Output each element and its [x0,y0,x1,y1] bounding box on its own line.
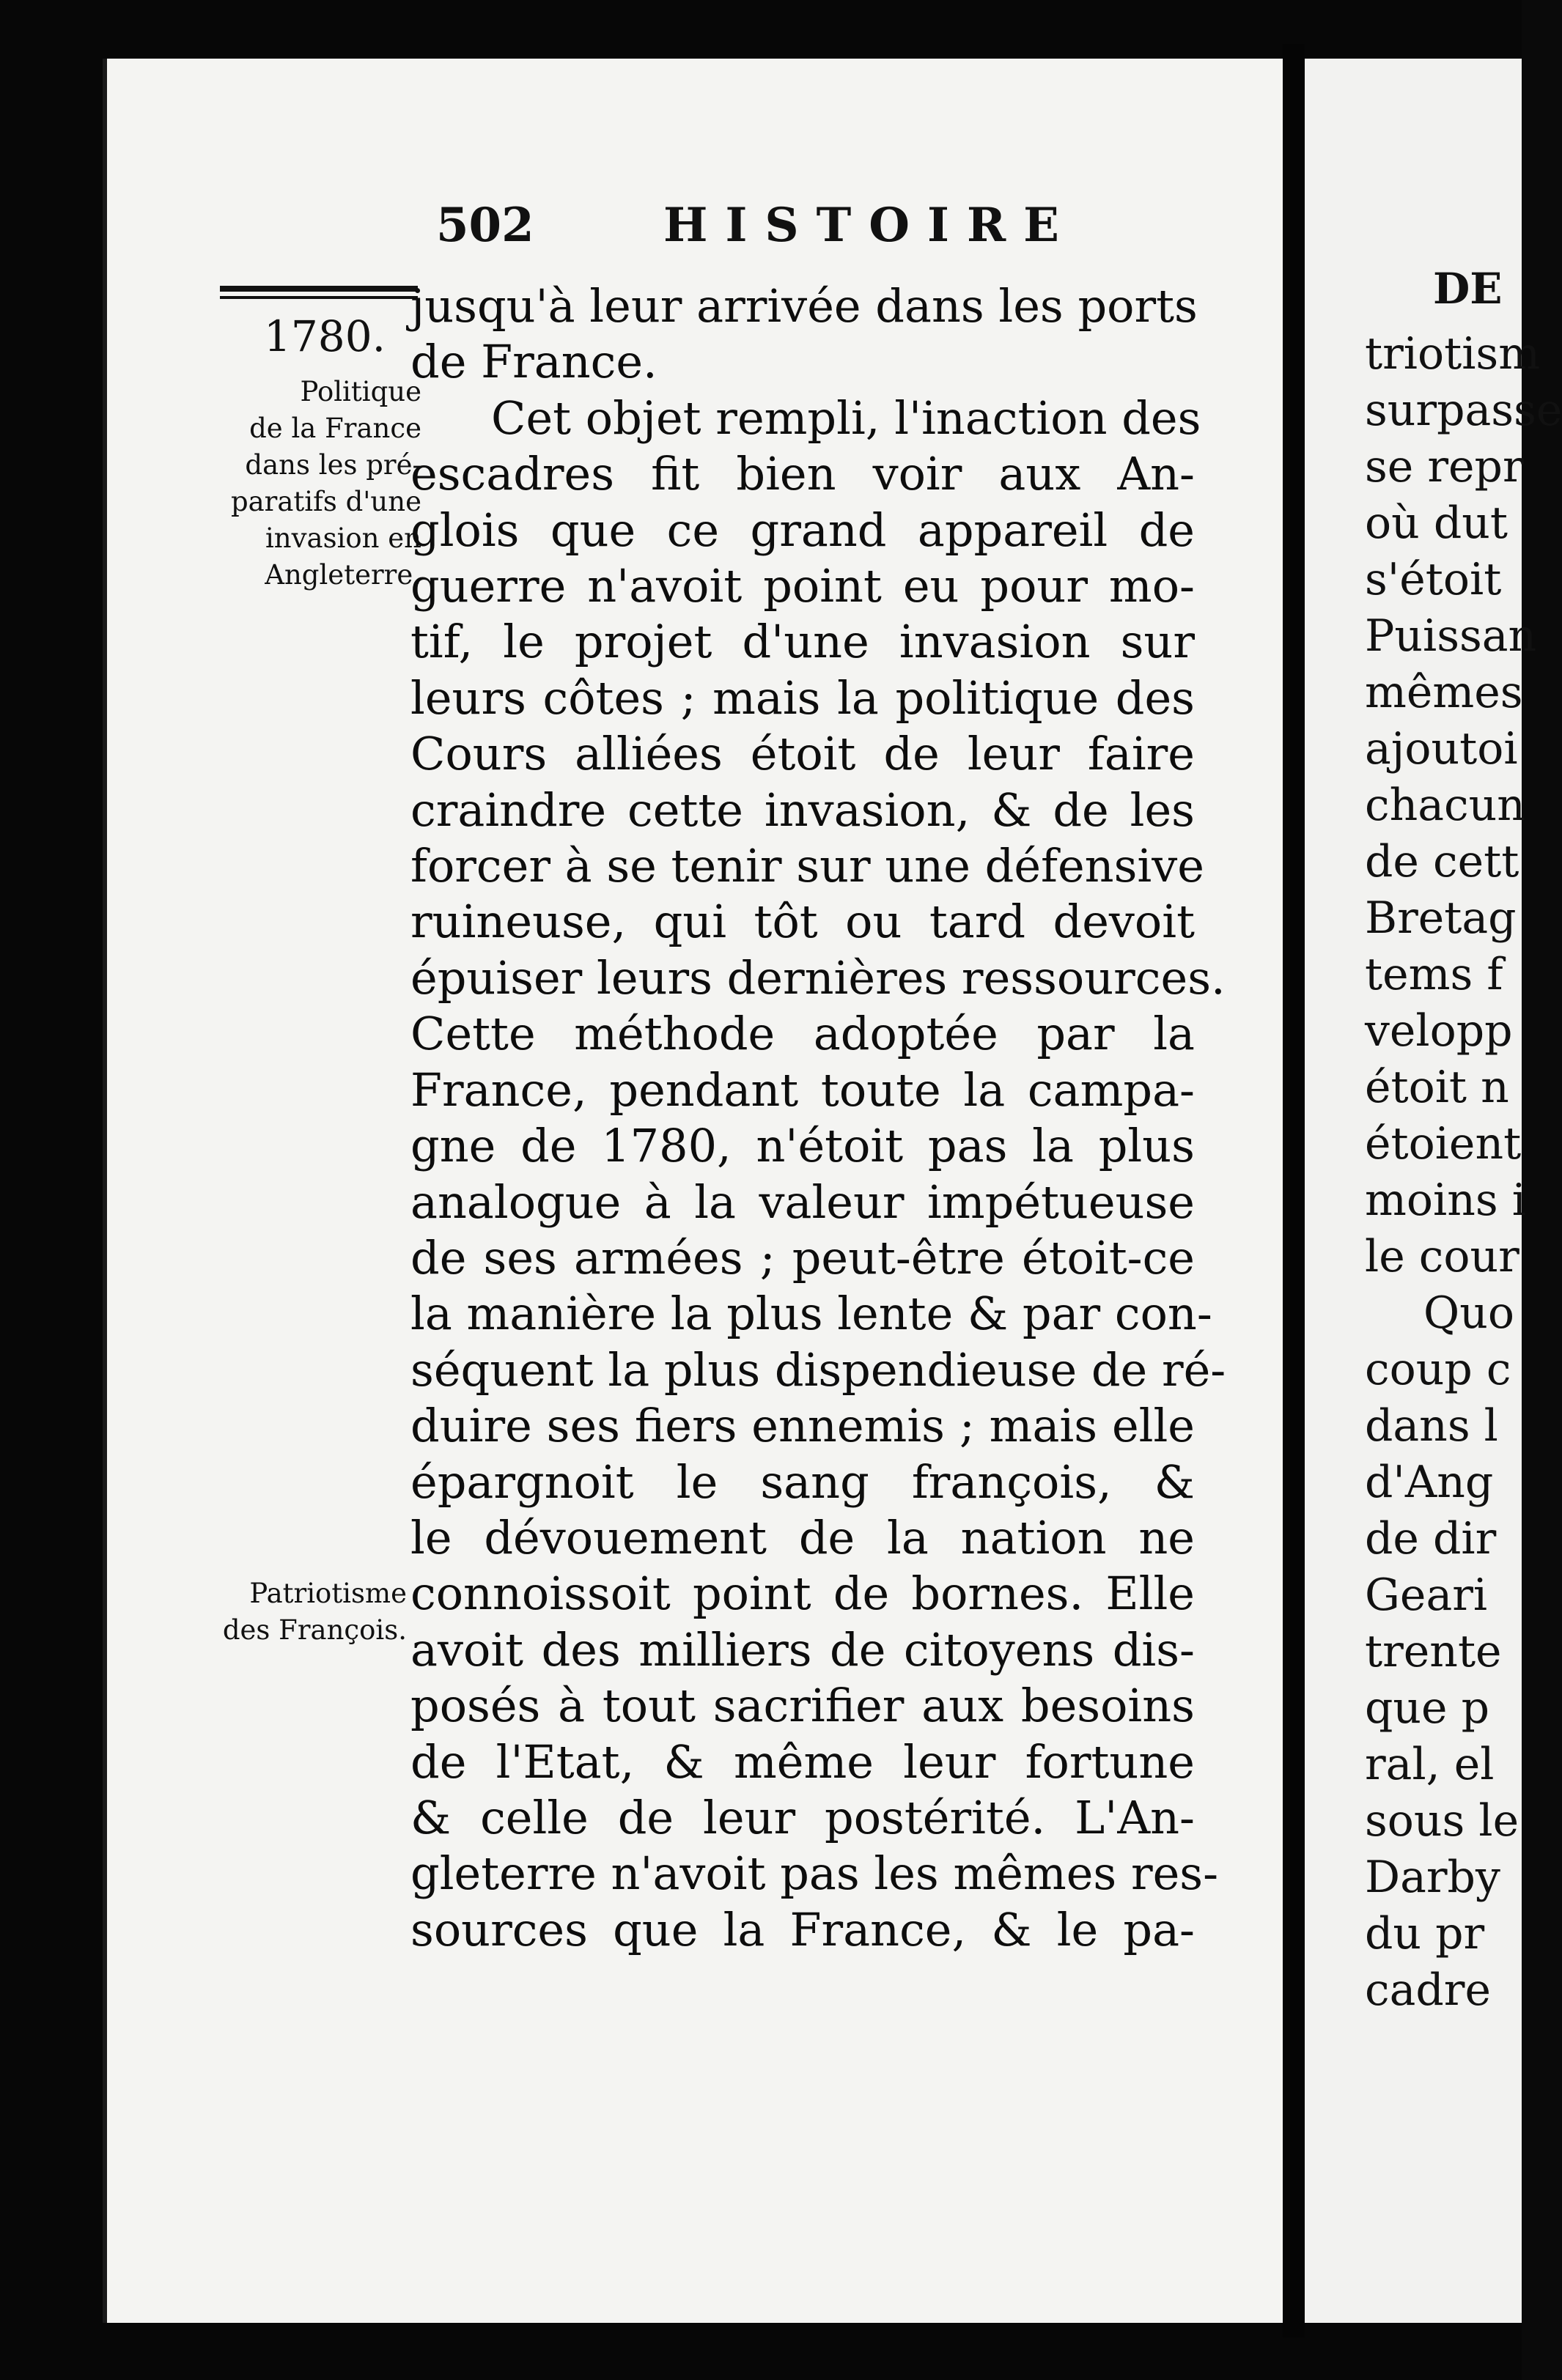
right-text-line: étoit n [1365,1062,1509,1113]
right-text-line: Puissan [1365,610,1537,662]
text-line: épuiser leurs dernières ressources. [410,950,1226,1005]
text-line: analogue à la valeur impétueuse [410,1175,1195,1229]
running-head: HISTOIRE [663,198,1077,253]
right-text-line: d'Ang [1365,1457,1494,1508]
text-line: sources que la France, & le pa- [410,1902,1195,1956]
margin-note-line: invasion en [265,522,421,554]
page-number: 502 [436,198,534,253]
margin-note-line: Patriotisme [249,1578,407,1609]
right-text-line: velopp [1365,1005,1513,1057]
text-line: de ses armées ; peut-être étoit-ce [410,1230,1195,1285]
text-line: épargnoit le sang françois, & [410,1455,1195,1509]
body-text [410,278,1226,1958]
margin-note-line: de la France [249,413,421,444]
right-page [1305,59,1562,2323]
page-header [436,198,1242,278]
margin-year: 1780. [264,311,386,361]
text-line: de l'Etat, & même leur fortune [410,1734,1195,1789]
text-line: séquent la plus dispendieuse de ré- [410,1342,1226,1397]
text-line: de France. [410,335,657,389]
right-text-line: ral, el [1365,1739,1495,1790]
right-running-head: DE [1433,264,1503,314]
text-line: forcer à se tenir sur une défensive [410,839,1204,893]
margin-rule [220,286,418,299]
right-text-line: tems f [1365,949,1503,1000]
right-text-line: mêmes [1365,667,1523,718]
text-line: Cours alliées étoit de leur faire [410,727,1195,781]
right-text-line: ajoutoi [1365,723,1518,775]
text-line: jusqu'à leur arrivée dans les ports [410,279,1198,333]
text-line: glois que ce grand appareil de [410,503,1195,557]
right-text-line: Darby [1365,1852,1500,1903]
right-text-line: dans l [1365,1400,1498,1452]
text-line: & celle de leur postérité. L'An- [410,1790,1195,1844]
text-line: France, pendant toute la campa- [410,1062,1195,1117]
text-line: craindre cette invasion, & de les [410,783,1195,837]
right-text-line: le cour [1365,1231,1519,1282]
text-line: Cet objet rempli, l'inaction des [491,391,1201,445]
text-line: le dévouement de la nation ne [410,1510,1195,1564]
right-text-line: de cett [1365,836,1519,887]
right-text-line: triotism [1365,328,1541,380]
right-text-line: s'étoit [1365,554,1502,605]
text-line: leurs côtes ; mais la politique des [410,670,1195,725]
right-text-line: où dut [1365,498,1508,549]
right-text-line: se repr [1365,441,1524,492]
right-text-line: du pr [1365,1908,1485,1959]
text-line: Cette méthode adoptée par la [410,1007,1195,1061]
text-line: ruineuse, qui tôt ou tard devoit [410,895,1195,949]
book-gutter [1283,44,1305,2338]
text-line: la manière la plus lente & par con- [410,1287,1212,1341]
right-page-text [1365,326,1562,2019]
margin-note-patriotisme [198,1575,407,1649]
right-text-line: sous le [1365,1795,1519,1847]
right-text-line: Geari [1365,1570,1488,1621]
margin-note-line: Politique [300,376,421,407]
margin-note-politique [198,374,421,594]
text-line: guerre n'avoit point eu pour mo- [410,559,1195,613]
right-text-line: étoient [1365,1118,1522,1169]
margin-note-line: dans les pré- [245,449,421,481]
text-line: escadres fit bien voir aux An- [410,447,1195,501]
text-line: avoit des milliers de citoyens dis- [410,1622,1195,1677]
margin-note-line: Angleterre. [265,559,421,591]
text-line: posés à tout sacrifier aux besoins [410,1679,1195,1733]
text-line: connoissoit point de bornes. Elle [410,1567,1195,1621]
right-text-line: moins i [1365,1175,1526,1226]
right-text-line: cadre [1365,1965,1491,2016]
right-text-line: que p [1365,1682,1490,1734]
right-text-line: trente [1365,1626,1502,1677]
text-line: duire ses fiers ennemis ; mais elle [410,1399,1195,1453]
margin-note-line: paratifs d'une [230,486,421,517]
text-line: gleterre n'avoit pas les mêmes res- [410,1847,1219,1901]
right-text-line: Bretag [1365,892,1517,944]
right-text-line: de dir [1365,1513,1497,1564]
margin-note-line: des François. [222,1614,407,1646]
right-text-line: surpasse [1365,385,1562,436]
right-text-line: chacun [1365,780,1525,831]
text-line: tif, le projet d'une invasion sur [410,615,1195,669]
text-line: gne de 1780, n'étoit pas la plus [410,1119,1195,1173]
right-text-line: Quo [1423,1287,1514,1339]
right-text-line: coup c [1365,1344,1511,1395]
